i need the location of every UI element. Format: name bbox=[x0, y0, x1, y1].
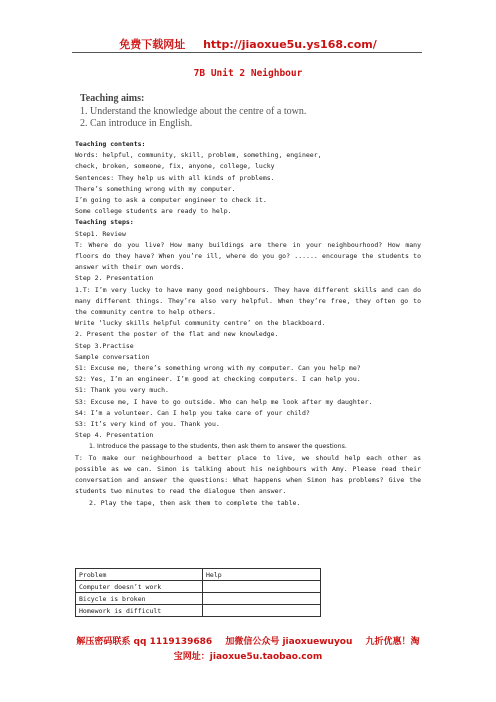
table-cell bbox=[203, 581, 321, 593]
lesson-line: 2. Present the poster of the flat and new knowledge. bbox=[75, 330, 279, 339]
table-cell: Computer doesn’t work bbox=[76, 581, 203, 593]
footer-shop-link[interactable]: 宝网址：jiaoxue5u.taobao.com bbox=[173, 652, 323, 662]
table-header-cell: Problem bbox=[76, 569, 203, 581]
lesson-line: I’m going to ask a computer engineer to check it. bbox=[75, 196, 267, 205]
teaching-aims-heading: Teaching aims: bbox=[80, 93, 145, 104]
table-header-cell: Help bbox=[203, 569, 321, 581]
lesson-body bbox=[75, 139, 421, 509]
lesson-line: Step 4. Presentation bbox=[75, 431, 154, 440]
lesson-line: Some college students are ready to help. bbox=[75, 207, 232, 216]
lesson-line: Step 2. Presentation bbox=[75, 274, 154, 283]
lesson-line: Step1. Review bbox=[75, 229, 126, 238]
page-header bbox=[0, 36, 496, 52]
lesson-line: T: Where do you live? How many buildings are there in your neighbourhood? How many floors do they have? When you’re ill, where do you go? ...... encourage the students to answer with their own words. bbox=[75, 240, 421, 272]
footer-discount: 九折优惠！淘 bbox=[365, 637, 420, 647]
section-heading: Teaching steps: bbox=[75, 218, 134, 227]
table-row bbox=[76, 605, 321, 617]
page-footer bbox=[0, 635, 496, 665]
header-divider bbox=[72, 52, 422, 53]
lesson-line: S3: Excuse me, I have to go outside. Who can help me look after my daughter. bbox=[75, 397, 373, 406]
teaching-aim-2: 2. Can introduce in English. bbox=[80, 118, 193, 129]
lesson-line: Words: helpful, community, skill, problem, something, engineer, bbox=[75, 151, 322, 160]
lesson-line: S1: Thank you very much. bbox=[75, 386, 169, 395]
lesson-line: Step 3.Practise bbox=[75, 341, 134, 350]
table-row bbox=[76, 581, 321, 593]
footer-contact: 解压密码联系 qq 1119139686 bbox=[76, 637, 213, 647]
table-cell bbox=[203, 605, 321, 617]
table-cell bbox=[203, 593, 321, 605]
document-title: 7B Unit 2 Neighbour bbox=[193, 68, 303, 79]
table-header-row bbox=[76, 569, 321, 581]
lesson-line: Write ‘lucky skills helpful community centre’ on the blackboard. bbox=[75, 319, 326, 328]
lesson-line: 1. Introduce the passage to the students, then ask them to answer the questions. bbox=[89, 443, 347, 451]
lesson-line: S3: It’s very kind of you. Thank you. bbox=[75, 420, 220, 429]
lesson-line: Sample conversation bbox=[75, 352, 150, 361]
header-url-link[interactable]: http://jiaoxue5u.ys168.com/ bbox=[203, 38, 377, 51]
section-heading: Teaching contents: bbox=[75, 140, 146, 148]
table-cell: Bicycle is broken bbox=[76, 593, 203, 605]
lesson-line: S4: I’m a volunteer. Can I help you take care of your child? bbox=[75, 408, 310, 417]
lesson-line: 1.T: I’m very lucky to have many good neighbours. They have different skills and can do many different things. They’re also very helpful. When they’re free, they often go to the community centre to help others. bbox=[75, 285, 421, 317]
lesson-line: T: To make our neighbourhood a better place to live, we should help each other as possible as we can. Simon is talking about his neighbours with Amy. Please read their conversation and answer the questions: What happens when Simon has problems? Give the students two minutes to read the dialogue then answer. bbox=[75, 453, 421, 496]
table-cell: Homework is difficult bbox=[76, 605, 203, 617]
header-label: 免费下载网址 bbox=[119, 38, 186, 51]
lesson-line: S2: Yes, I’m an engineer. I’m good at checking computers. I can help you. bbox=[75, 375, 361, 384]
table-row bbox=[76, 593, 321, 605]
problem-help-table bbox=[75, 568, 321, 617]
lesson-line: Sentences: They help us with all kinds of problems. bbox=[75, 173, 275, 182]
teaching-aims bbox=[80, 93, 430, 130]
lesson-line: There’s something wrong with my computer. bbox=[75, 184, 236, 193]
lesson-line: check, broken, someone, fix, anyone, college, lucky bbox=[75, 162, 275, 171]
lesson-line: S1: Excuse me, there’s something wrong with my computer. Can you help me? bbox=[75, 364, 361, 373]
lesson-line: 2. Play the tape, then ask them to complete the table. bbox=[89, 498, 301, 507]
teaching-aim-1: 1. Understand the knowledge about the centre of a town. bbox=[80, 106, 307, 117]
footer-wechat: 加微信公众号 jiaoxuewuyou bbox=[225, 637, 353, 647]
